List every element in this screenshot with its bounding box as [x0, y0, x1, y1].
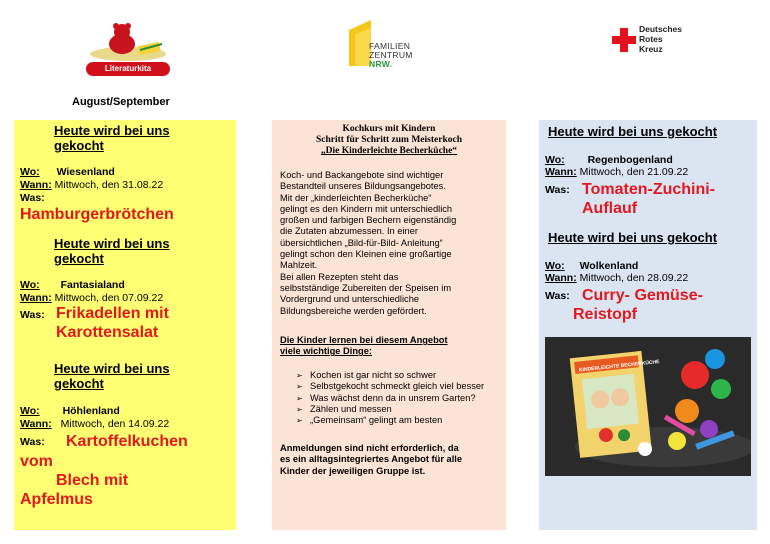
- literaturkita-logo: [82, 22, 174, 82]
- entry1-wann: Wann: Mittwoch, den 31.08.22: [20, 179, 164, 191]
- list-item: ➢ „Gemeinsam“ gelingt am besten: [296, 415, 496, 426]
- entry3-dish-line3: Blech mit: [56, 472, 129, 489]
- entry2-wann: Wann: Mittwoch, den 07.09.22: [20, 292, 164, 304]
- list-item: ➢ Selbstgekocht schmeckt gleich viel besser: [296, 381, 496, 392]
- list-item: ➢ Kochen ist gar nicht so schwer: [296, 370, 496, 381]
- entry3-dish-line2: vom: [20, 453, 53, 470]
- entry1-heading: Heute wird bei uns gekocht: [54, 123, 170, 153]
- entry3-was: Was:: [20, 436, 45, 448]
- entry1-dish: Hamburgerbrötchen: [20, 206, 174, 223]
- entry5-wann: Wann: Mittwoch, den 28.09.22: [545, 272, 689, 284]
- list-item: ➢ Zählen und messen: [296, 404, 496, 415]
- drk-logo: [610, 24, 700, 58]
- entry4-dish-line2: Auflauf: [582, 200, 638, 217]
- entry3-wann: Wann: Mittwoch, den 14.09.22: [20, 418, 170, 430]
- literaturkita-label: Literaturkita: [86, 62, 170, 76]
- entry4-heading: Heute wird bei uns gekocht: [548, 124, 718, 139]
- registration-note: Anmeldungen sind nicht erforderlich, da es ein alltagsintegriertes Angebot für alle Kinder der jeweiligen Gruppe ist.: [280, 443, 463, 476]
- book-title: KINDERLEICHTE BECHERKÜCHE: [578, 359, 660, 374]
- familienzentrum-logo: [349, 18, 425, 73]
- entry1-wo: Wo: Wiesenland: [20, 166, 115, 178]
- entry5-was: Was:: [545, 290, 570, 302]
- entry4-wann: Wann: Mittwoch, den 21.09.22: [545, 166, 689, 178]
- fz-nrw: NRW.: [369, 59, 393, 69]
- cookbook-photo: [545, 337, 751, 476]
- entry2-wo: Wo: Fantasialand: [20, 279, 125, 291]
- entry4-was: Was:: [545, 184, 570, 196]
- learn-heading: Die Kinder lernen bei diesem Angebot viele wichtige Dinge:: [280, 335, 448, 357]
- red-cross-icon: [612, 28, 636, 52]
- entry3-dish-line4: Apfelmus: [20, 491, 93, 508]
- learn-list: [296, 370, 496, 426]
- fz-line1: FAMILIEN: [369, 41, 411, 51]
- entry5-dish-line2: Reistopf: [573, 306, 637, 323]
- entry5-heading: Heute wird bei uns gekocht: [548, 230, 718, 245]
- course-subtitle: Schritt für Schritt zum Meisterkoch: [316, 135, 462, 145]
- drk-line2: Rotes: [639, 34, 663, 44]
- entry3-heading: Heute wird bei uns gekocht: [54, 361, 170, 391]
- course-name: „Die Kinderleichte Becherküche“: [320, 146, 458, 156]
- fz-line2: ZENTRUM: [369, 50, 413, 60]
- period-heading: August/September: [72, 96, 170, 108]
- entry2-heading: Heute wird bei uns gekocht: [54, 236, 170, 266]
- middle-column: [272, 120, 506, 530]
- entry1-was: Was:: [20, 192, 45, 204]
- entry3-dish-line1: Kartoffelkuchen: [66, 433, 188, 450]
- course-description: Koch- und Backangebote sind wichtiger Bestandteil unseres Bildungsangebotes. Mit der „kinderleichten Becherküche“ gelingt es den Kindern mit unterschiedlich großen und farbigen Bechern eigenständig die Zutaten abzumessen. In einer übersichtlichen „Bild-für-Bild- Anleitung“ gelingt schon den Kleinen eine großartige Mahlzeit. Bei allen Rezepten steht das selbstständige Zubereiten der Speisen im Vordergrund und unterschiedliche Bildungsbereiche werden gefördert.: [280, 170, 457, 316]
- drk-line1: Deutsches: [639, 24, 682, 34]
- list-item: ➢ Was wächst denn da in unsrem Garten?: [296, 393, 496, 404]
- measuring-cups-image: [545, 337, 751, 476]
- entry3-wo: Wo: Höhlenland: [20, 405, 120, 417]
- entry5-wo: Wo: Wolkenland: [545, 260, 639, 272]
- entry4-dish-line1: Tomaten-Zuchini-: [582, 181, 716, 198]
- course-title: Kochkurs mit Kindern: [342, 124, 436, 134]
- entry2-dish: Frikadellen mit Karottensalat: [56, 305, 169, 341]
- drk-line3: Kreuz: [639, 44, 663, 54]
- entry5-dish-line1: Curry- Gemüse-: [582, 287, 703, 304]
- bear-reading-icon: [82, 22, 174, 66]
- entry4-wo: Wo: Regenbogenland: [545, 154, 673, 166]
- entry2-was: Was:: [20, 309, 45, 321]
